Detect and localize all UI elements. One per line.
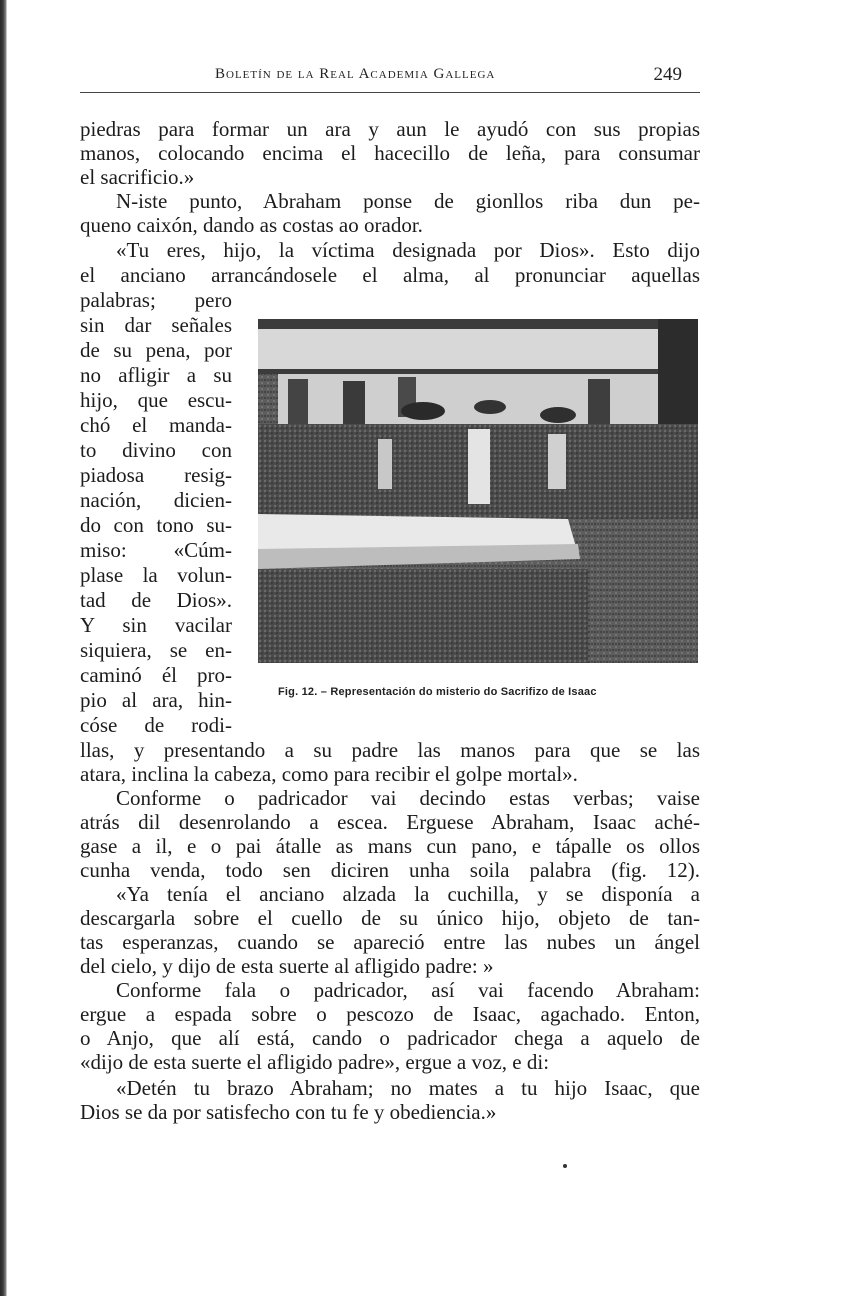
figure-caption: Fig. 12. – Representación do misterio do Sacrifizo de Isaac bbox=[278, 686, 597, 698]
text-line: piedras para formar un ara y aun le ayudó con sus propias bbox=[80, 117, 700, 141]
running-head bbox=[80, 62, 700, 93]
text-line: o Anjo, que alí está, cando o padricador chega a aquelo de bbox=[80, 1026, 700, 1050]
wrapped-text-line: pio al ara, hin- bbox=[80, 688, 232, 712]
text-line: «Detén tu brazo Abraham; no mates a tu hijo Isaac, que bbox=[116, 1076, 700, 1100]
text-line: «dijo de esta suerte el afligido padre», ergue a voz, e di: bbox=[80, 1050, 550, 1074]
text-line: atara, inclina la cabeza, como para recibir el golpe mortal». bbox=[80, 762, 578, 786]
wrapped-text-line: hijo, que escu- bbox=[80, 388, 232, 412]
text-line: Conforme fala o padricador, así vai facendo Abraham: bbox=[116, 978, 700, 1002]
text-line: ergue a espada sobre o pescozo de Isaac, agachado. Enton, bbox=[80, 1002, 700, 1026]
text-line: el anciano arrancándosele el alma, al pronunciar aquellas bbox=[80, 263, 700, 287]
text-line: Conforme o padricador vai decindo estas verbas; vaise bbox=[116, 786, 700, 810]
figure-photograph bbox=[258, 319, 698, 663]
wrapped-text-line: Y sin vacilar bbox=[80, 613, 232, 637]
wrapped-text-line: cóse de rodi- bbox=[80, 713, 232, 737]
photo-illustration bbox=[258, 319, 698, 663]
wrapped-text-line: palabras; pero bbox=[80, 288, 232, 312]
text-line: el sacrificio.» bbox=[80, 165, 195, 189]
wrapped-text-line: to divino con bbox=[80, 438, 232, 462]
text-line: «Tu eres, hijo, la víctima designada por Dios». Esto dijo bbox=[116, 238, 700, 262]
wrapped-text-line: de su pena, por bbox=[80, 338, 232, 362]
page-number: 249 bbox=[653, 64, 682, 85]
text-line: «Ya tenía el anciano alzada la cuchilla, y se disponía a bbox=[116, 882, 700, 906]
text-line: Dios se da por satisfecho con tu fe y obediencia.» bbox=[80, 1100, 497, 1124]
text-line: atrás dil desenrolando a escea. Erguese Abraham, Isaac aché- bbox=[80, 810, 700, 834]
text-line: del cielo, y dijo de esta suerte al afligido padre: » bbox=[80, 954, 494, 978]
wrapped-text-line: chó el manda- bbox=[80, 413, 232, 437]
wrapped-text-line: tad de Dios». bbox=[80, 588, 232, 612]
wrapped-text-line: do con tono su- bbox=[80, 513, 232, 537]
wrapped-text-line: plase la volun- bbox=[80, 563, 232, 587]
wrapped-text-line: miso: «Cúm- bbox=[80, 538, 232, 562]
text-line: N-iste punto, Abraham ponse de gionllos riba dun pe- bbox=[116, 189, 700, 213]
running-title: Boletín de la Real Academia Gallega bbox=[215, 66, 496, 82]
wrapped-text-line: no afligir a su bbox=[80, 363, 232, 387]
wrapped-text-line: siquiera, se en- bbox=[80, 638, 232, 662]
text-line: manos, colocando encima el hacecillo de leña, para consumar bbox=[80, 141, 700, 165]
text-line: gase a il, e o pai átalle as mans cun pano, e tápalle os ollos bbox=[80, 834, 700, 858]
text-line: llas, y presentando a su padre las manos para que se las bbox=[80, 738, 700, 762]
ink-speck bbox=[563, 1164, 567, 1168]
wrapped-text-line: nación, dicien- bbox=[80, 488, 232, 512]
text-line: descargarla sobre el cuello de su único hijo, objeto de tan- bbox=[80, 906, 700, 930]
wrapped-text-line: sin dar señales bbox=[80, 313, 232, 337]
book-spine-edge bbox=[0, 0, 7, 1296]
text-line: queno caixón, dando as costas ao orador. bbox=[80, 213, 423, 237]
wrapped-text-line: piadosa resig- bbox=[80, 463, 232, 487]
text-line: tas esperanzas, cuando se apareció entre las nubes un ángel bbox=[80, 930, 700, 954]
text-line: cunha venda, todo sen diciren unha soila palabra (fig. 12). bbox=[80, 858, 700, 882]
wrapped-text-line: caminó él pro- bbox=[80, 663, 232, 687]
